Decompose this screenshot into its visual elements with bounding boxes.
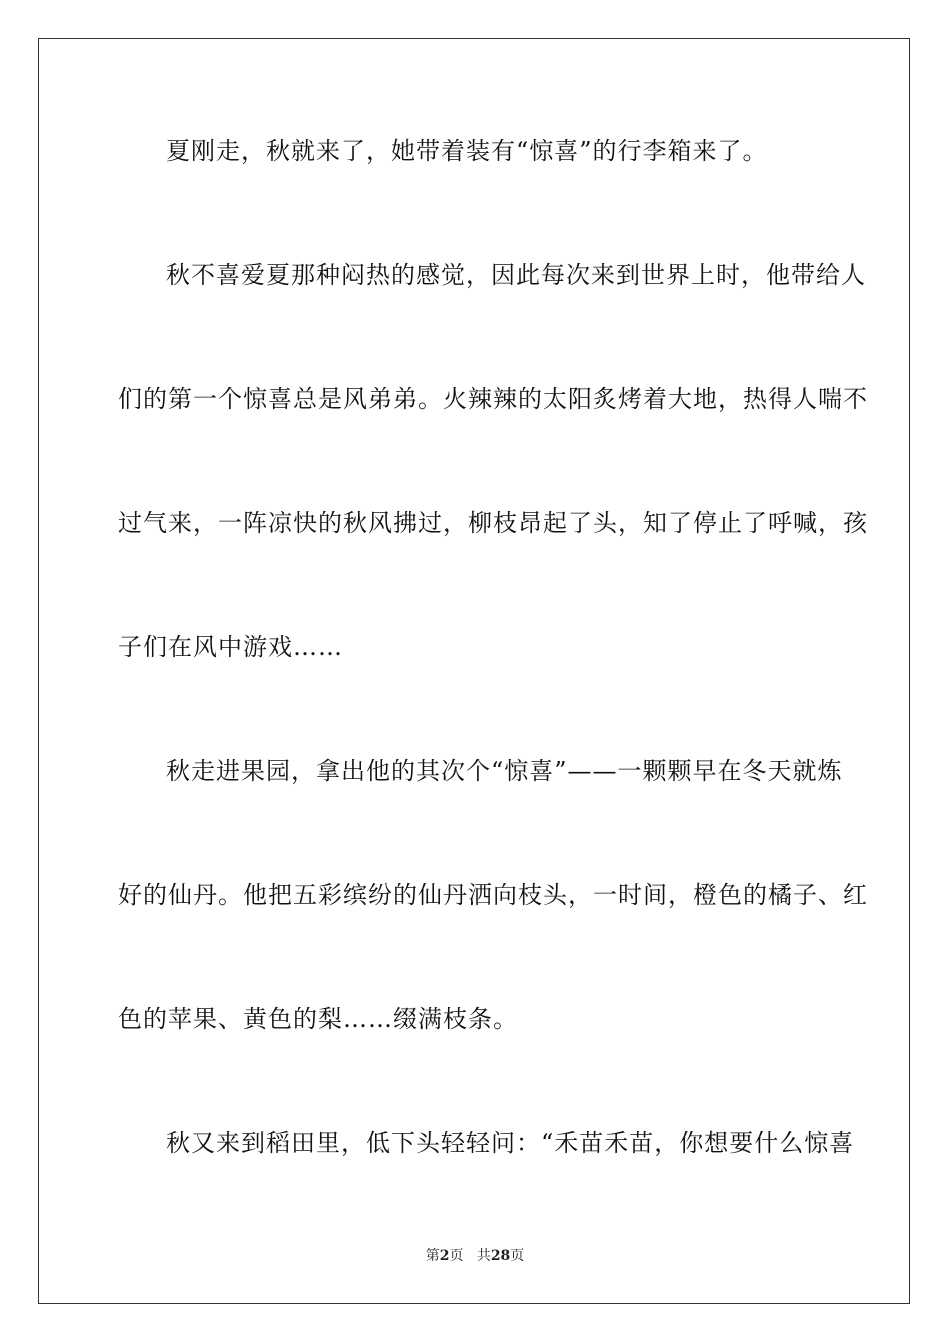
paragraph-3-line-1: 秋走进果园，拿出他的其次个“惊喜”——一颗颗早在冬天就炼 xyxy=(166,757,843,785)
paragraph-2-line-2: 们的第一个惊喜总是风弟弟。火辣辣的太阳炙烤着大地，热得人喘不 xyxy=(118,385,868,413)
page-border xyxy=(38,38,910,1304)
paragraph-2-line-4: 子们在风中游戏…… xyxy=(118,633,343,661)
page-prefix: 第 xyxy=(425,1248,440,1264)
paragraph-3-line-3: 色的苹果、黄色的梨……缀满枝条。 xyxy=(118,1005,518,1033)
paragraph-3-line-2: 好的仙丹。他把五彩缤纷的仙丹洒向枝头，一时间，橙色的橘子、红 xyxy=(118,881,868,909)
paragraph-1-line-1: 夏刚走，秋就来了，她带着装有“惊喜”的行李箱来了。 xyxy=(166,137,768,165)
total-pages: 28 xyxy=(490,1248,511,1264)
page-suffix: 页 xyxy=(449,1248,464,1264)
paragraph-4-line-1: 秋又来到稻田里，低下头轻轻问：“禾苗禾苗，你想要什么惊喜 xyxy=(166,1129,855,1157)
paragraph-2-line-1: 秋不喜爱夏那种闷热的感觉，因此每次来到世界上时，他带给人 xyxy=(166,261,866,289)
page-footer xyxy=(0,1247,950,1265)
total-prefix: 共 xyxy=(476,1248,491,1264)
paragraph-2-line-3: 过气来，一阵凉快的秋风拂过，柳枝昂起了头，知了停止了呼喊，孩 xyxy=(118,509,868,537)
total-suffix: 页 xyxy=(510,1248,525,1264)
page-number: 2 xyxy=(439,1248,450,1264)
